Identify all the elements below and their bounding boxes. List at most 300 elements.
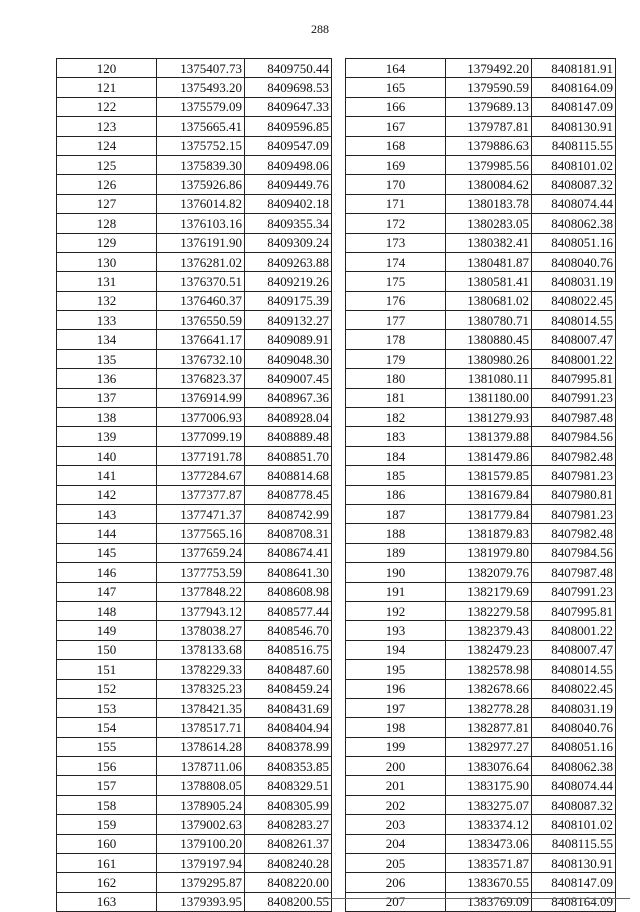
table-row bbox=[346, 679, 616, 698]
table-row bbox=[346, 97, 616, 116]
y-coordinate: 8409750.44 bbox=[245, 59, 332, 78]
y-coordinate: 8408283.27 bbox=[245, 815, 332, 834]
y-coordinate: 8408031.19 bbox=[532, 698, 616, 717]
table-row bbox=[57, 660, 332, 679]
table-row bbox=[346, 466, 616, 485]
table-row bbox=[346, 78, 616, 97]
table-row bbox=[346, 59, 616, 78]
x-coordinate: 1378229.33 bbox=[157, 660, 245, 679]
table-row bbox=[346, 873, 616, 892]
y-coordinate: 8408051.16 bbox=[532, 737, 616, 756]
point-number: 146 bbox=[57, 563, 157, 582]
table-row bbox=[57, 698, 332, 717]
table-row bbox=[346, 485, 616, 504]
table-row bbox=[346, 718, 616, 737]
table-row bbox=[57, 349, 332, 368]
y-coordinate: 8408040.76 bbox=[532, 252, 616, 271]
table-row bbox=[346, 291, 616, 310]
table-row bbox=[57, 892, 332, 911]
point-number: 190 bbox=[346, 563, 446, 582]
y-coordinate: 8409048.30 bbox=[245, 349, 332, 368]
x-coordinate: 1381080.11 bbox=[446, 369, 532, 388]
y-coordinate: 8407981.23 bbox=[532, 466, 616, 485]
y-coordinate: 8408147.09 bbox=[532, 97, 616, 116]
point-number: 153 bbox=[57, 698, 157, 717]
point-number: 172 bbox=[346, 214, 446, 233]
y-coordinate: 8408001.22 bbox=[532, 349, 616, 368]
y-coordinate: 8409402.18 bbox=[245, 194, 332, 213]
x-coordinate: 1383374.12 bbox=[446, 815, 532, 834]
point-number: 203 bbox=[346, 815, 446, 834]
y-coordinate: 8409547.09 bbox=[245, 136, 332, 155]
point-number: 202 bbox=[346, 795, 446, 814]
x-coordinate: 1379886.63 bbox=[446, 136, 532, 155]
y-coordinate: 8408022.45 bbox=[532, 679, 616, 698]
point-number: 177 bbox=[346, 311, 446, 330]
y-coordinate: 8408062.38 bbox=[532, 757, 616, 776]
x-coordinate: 1376823.37 bbox=[157, 369, 245, 388]
x-coordinate: 1381879.83 bbox=[446, 524, 532, 543]
table-row bbox=[346, 834, 616, 853]
point-number: 126 bbox=[57, 175, 157, 194]
x-coordinate: 1379492.20 bbox=[446, 59, 532, 78]
table-row bbox=[346, 194, 616, 213]
y-coordinate: 8408577.44 bbox=[245, 601, 332, 620]
table-row bbox=[346, 757, 616, 776]
x-coordinate: 1375407.73 bbox=[157, 59, 245, 78]
table-row bbox=[346, 504, 616, 523]
table-row bbox=[57, 446, 332, 465]
table-row bbox=[57, 737, 332, 756]
y-coordinate: 8408261.37 bbox=[245, 834, 332, 853]
table-row bbox=[346, 698, 616, 717]
x-coordinate: 1375665.41 bbox=[157, 117, 245, 136]
point-number: 183 bbox=[346, 427, 446, 446]
table-row bbox=[346, 349, 616, 368]
table-row bbox=[57, 873, 332, 892]
x-coordinate: 1375926.86 bbox=[157, 175, 245, 194]
x-coordinate: 1377943.12 bbox=[157, 601, 245, 620]
x-coordinate: 1382279.58 bbox=[446, 601, 532, 620]
table-row bbox=[57, 155, 332, 174]
y-coordinate: 8408087.32 bbox=[532, 175, 616, 194]
y-coordinate: 8408200.55 bbox=[245, 892, 332, 911]
table-row bbox=[346, 543, 616, 562]
y-coordinate: 8407984.56 bbox=[532, 543, 616, 562]
table-row bbox=[346, 233, 616, 252]
y-coordinate: 8408130.91 bbox=[532, 854, 616, 873]
table-row bbox=[346, 640, 616, 659]
point-number: 162 bbox=[57, 873, 157, 892]
y-coordinate: 8407991.23 bbox=[532, 388, 616, 407]
x-coordinate: 1381679.84 bbox=[446, 485, 532, 504]
table-row bbox=[57, 504, 332, 523]
x-coordinate: 1377191.78 bbox=[157, 446, 245, 465]
x-coordinate: 1381180.00 bbox=[446, 388, 532, 407]
table-row bbox=[57, 59, 332, 78]
y-coordinate: 8408329.51 bbox=[245, 776, 332, 795]
point-number: 141 bbox=[57, 466, 157, 485]
y-coordinate: 8409175.39 bbox=[245, 291, 332, 310]
point-number: 181 bbox=[346, 388, 446, 407]
y-coordinate: 8408001.22 bbox=[532, 621, 616, 640]
point-number: 139 bbox=[57, 427, 157, 446]
y-coordinate: 8409596.85 bbox=[245, 117, 332, 136]
x-coordinate: 1375752.15 bbox=[157, 136, 245, 155]
table-row bbox=[57, 834, 332, 853]
point-number: 170 bbox=[346, 175, 446, 194]
table-row bbox=[57, 194, 332, 213]
table-row bbox=[57, 718, 332, 737]
point-number: 157 bbox=[57, 776, 157, 795]
x-coordinate: 1378133.68 bbox=[157, 640, 245, 659]
point-number: 150 bbox=[57, 640, 157, 659]
point-number: 122 bbox=[57, 97, 157, 116]
y-coordinate: 8408641.30 bbox=[245, 563, 332, 582]
table-row bbox=[346, 795, 616, 814]
point-number: 168 bbox=[346, 136, 446, 155]
x-coordinate: 1381579.85 bbox=[446, 466, 532, 485]
x-coordinate: 1378614.28 bbox=[157, 737, 245, 756]
x-coordinate: 1382479.23 bbox=[446, 640, 532, 659]
point-number: 163 bbox=[57, 892, 157, 911]
x-coordinate: 1376550.59 bbox=[157, 311, 245, 330]
point-number: 127 bbox=[57, 194, 157, 213]
y-coordinate: 8409132.27 bbox=[245, 311, 332, 330]
table-row bbox=[346, 563, 616, 582]
table-row bbox=[346, 815, 616, 834]
point-number: 187 bbox=[346, 504, 446, 523]
y-coordinate: 8408007.47 bbox=[532, 330, 616, 349]
x-coordinate: 1383670.55 bbox=[446, 873, 532, 892]
y-coordinate: 8409647.33 bbox=[245, 97, 332, 116]
y-coordinate: 8409089.91 bbox=[245, 330, 332, 349]
point-number: 159 bbox=[57, 815, 157, 834]
x-coordinate: 1375493.20 bbox=[157, 78, 245, 97]
y-coordinate: 8409219.26 bbox=[245, 272, 332, 291]
x-coordinate: 1381479.86 bbox=[446, 446, 532, 465]
table-row bbox=[346, 175, 616, 194]
point-number: 194 bbox=[346, 640, 446, 659]
table-row bbox=[57, 408, 332, 427]
point-number: 195 bbox=[346, 660, 446, 679]
point-number: 134 bbox=[57, 330, 157, 349]
y-coordinate: 8409263.88 bbox=[245, 252, 332, 271]
x-coordinate: 1377753.59 bbox=[157, 563, 245, 582]
table-row bbox=[57, 854, 332, 873]
x-coordinate: 1380980.26 bbox=[446, 349, 532, 368]
y-coordinate: 8408404.94 bbox=[245, 718, 332, 737]
x-coordinate: 1379100.20 bbox=[157, 834, 245, 853]
table-row bbox=[57, 291, 332, 310]
table-row bbox=[57, 621, 332, 640]
point-number: 192 bbox=[346, 601, 446, 620]
table-row bbox=[346, 524, 616, 543]
point-number: 137 bbox=[57, 388, 157, 407]
x-coordinate: 1382079.76 bbox=[446, 563, 532, 582]
table-row bbox=[57, 78, 332, 97]
point-number: 201 bbox=[346, 776, 446, 795]
y-coordinate: 8408814.68 bbox=[245, 466, 332, 485]
point-number: 155 bbox=[57, 737, 157, 756]
point-number: 164 bbox=[346, 59, 446, 78]
x-coordinate: 1379295.87 bbox=[157, 873, 245, 892]
point-number: 204 bbox=[346, 834, 446, 853]
y-coordinate: 8408967.36 bbox=[245, 388, 332, 407]
point-number: 179 bbox=[346, 349, 446, 368]
point-number: 147 bbox=[57, 582, 157, 601]
point-number: 185 bbox=[346, 466, 446, 485]
point-number: 132 bbox=[57, 291, 157, 310]
x-coordinate: 1377377.87 bbox=[157, 485, 245, 504]
y-coordinate: 8409007.45 bbox=[245, 369, 332, 388]
y-coordinate: 8408220.00 bbox=[245, 873, 332, 892]
point-number: 133 bbox=[57, 311, 157, 330]
table-row bbox=[57, 485, 332, 504]
y-coordinate: 8408851.70 bbox=[245, 446, 332, 465]
x-coordinate: 1382678.66 bbox=[446, 679, 532, 698]
y-coordinate: 8408305.99 bbox=[245, 795, 332, 814]
table-row bbox=[57, 252, 332, 271]
y-coordinate: 8407991.23 bbox=[532, 582, 616, 601]
table-row bbox=[57, 136, 332, 155]
y-coordinate: 8409355.34 bbox=[245, 214, 332, 233]
x-coordinate: 1381979.80 bbox=[446, 543, 532, 562]
point-number: 135 bbox=[57, 349, 157, 368]
x-coordinate: 1383175.90 bbox=[446, 776, 532, 795]
point-number: 174 bbox=[346, 252, 446, 271]
table-row bbox=[346, 408, 616, 427]
table-row bbox=[346, 117, 616, 136]
y-coordinate: 8408074.44 bbox=[532, 776, 616, 795]
table-row bbox=[57, 388, 332, 407]
y-coordinate: 8409449.76 bbox=[245, 175, 332, 194]
table-row bbox=[57, 524, 332, 543]
point-number: 149 bbox=[57, 621, 157, 640]
y-coordinate: 8408378.99 bbox=[245, 737, 332, 756]
point-number: 206 bbox=[346, 873, 446, 892]
table-row bbox=[346, 660, 616, 679]
y-coordinate: 8407982.48 bbox=[532, 524, 616, 543]
point-number: 154 bbox=[57, 718, 157, 737]
x-coordinate: 1380084.62 bbox=[446, 175, 532, 194]
y-coordinate: 8408087.32 bbox=[532, 795, 616, 814]
x-coordinate: 1376281.02 bbox=[157, 252, 245, 271]
point-number: 182 bbox=[346, 408, 446, 427]
y-coordinate: 8408778.45 bbox=[245, 485, 332, 504]
y-coordinate: 8408051.16 bbox=[532, 233, 616, 252]
x-coordinate: 1379002.63 bbox=[157, 815, 245, 834]
y-coordinate: 8407987.48 bbox=[532, 408, 616, 427]
y-coordinate: 8408181.91 bbox=[532, 59, 616, 78]
x-coordinate: 1382379.43 bbox=[446, 621, 532, 640]
y-coordinate: 8408546.70 bbox=[245, 621, 332, 640]
point-number: 129 bbox=[57, 233, 157, 252]
point-number: 188 bbox=[346, 524, 446, 543]
x-coordinate: 1378038.27 bbox=[157, 621, 245, 640]
point-number: 142 bbox=[57, 485, 157, 504]
point-number: 173 bbox=[346, 233, 446, 252]
table-row bbox=[346, 854, 616, 873]
table-row bbox=[57, 640, 332, 659]
x-coordinate: 1379393.95 bbox=[157, 892, 245, 911]
x-coordinate: 1381379.88 bbox=[446, 427, 532, 446]
x-coordinate: 1378905.24 bbox=[157, 795, 245, 814]
x-coordinate: 1377284.67 bbox=[157, 466, 245, 485]
point-number: 130 bbox=[57, 252, 157, 271]
x-coordinate: 1376641.17 bbox=[157, 330, 245, 349]
x-coordinate: 1377565.16 bbox=[157, 524, 245, 543]
point-number: 196 bbox=[346, 679, 446, 698]
point-number: 193 bbox=[346, 621, 446, 640]
table-row bbox=[346, 369, 616, 388]
point-number: 180 bbox=[346, 369, 446, 388]
x-coordinate: 1377848.22 bbox=[157, 582, 245, 601]
y-coordinate: 8408040.76 bbox=[532, 718, 616, 737]
point-number: 140 bbox=[57, 446, 157, 465]
x-coordinate: 1383769.09 bbox=[446, 892, 532, 911]
point-number: 169 bbox=[346, 155, 446, 174]
table-row bbox=[57, 563, 332, 582]
table-row bbox=[57, 369, 332, 388]
x-coordinate: 1383076.64 bbox=[446, 757, 532, 776]
y-coordinate: 8408115.55 bbox=[532, 834, 616, 853]
y-coordinate: 8408164.09 bbox=[532, 892, 616, 911]
point-number: 186 bbox=[346, 485, 446, 504]
x-coordinate: 1379787.81 bbox=[446, 117, 532, 136]
y-coordinate: 8408164.09 bbox=[532, 78, 616, 97]
table-row bbox=[57, 795, 332, 814]
x-coordinate: 1377099.19 bbox=[157, 427, 245, 446]
x-coordinate: 1383571.87 bbox=[446, 854, 532, 873]
y-coordinate: 8408074.44 bbox=[532, 194, 616, 213]
x-coordinate: 1379590.59 bbox=[446, 78, 532, 97]
y-coordinate: 8409698.53 bbox=[245, 78, 332, 97]
point-number: 205 bbox=[346, 854, 446, 873]
table-row bbox=[346, 621, 616, 640]
x-coordinate: 1379197.94 bbox=[157, 854, 245, 873]
x-coordinate: 1382179.69 bbox=[446, 582, 532, 601]
x-coordinate: 1378421.35 bbox=[157, 698, 245, 717]
y-coordinate: 8407982.48 bbox=[532, 446, 616, 465]
table-row bbox=[57, 214, 332, 233]
y-coordinate: 8408101.02 bbox=[532, 155, 616, 174]
point-number: 123 bbox=[57, 117, 157, 136]
x-coordinate: 1378517.71 bbox=[157, 718, 245, 737]
x-coordinate: 1379689.13 bbox=[446, 97, 532, 116]
x-coordinate: 1378808.05 bbox=[157, 776, 245, 795]
x-coordinate: 1376103.16 bbox=[157, 214, 245, 233]
x-coordinate: 1380880.45 bbox=[446, 330, 532, 349]
point-number: 175 bbox=[346, 272, 446, 291]
table-row bbox=[346, 601, 616, 620]
x-coordinate: 1376014.82 bbox=[157, 194, 245, 213]
table-row bbox=[346, 272, 616, 291]
point-number: 124 bbox=[57, 136, 157, 155]
table-row bbox=[346, 892, 616, 911]
table-row bbox=[57, 117, 332, 136]
point-number: 144 bbox=[57, 524, 157, 543]
x-coordinate: 1375579.09 bbox=[157, 97, 245, 116]
table-row bbox=[57, 311, 332, 330]
point-number: 167 bbox=[346, 117, 446, 136]
y-coordinate: 8407980.81 bbox=[532, 485, 616, 504]
x-coordinate: 1382578.98 bbox=[446, 660, 532, 679]
x-coordinate: 1377006.93 bbox=[157, 408, 245, 427]
table-row bbox=[346, 311, 616, 330]
y-coordinate: 8408708.31 bbox=[245, 524, 332, 543]
y-coordinate: 8408240.28 bbox=[245, 854, 332, 873]
x-coordinate: 1376191.90 bbox=[157, 233, 245, 252]
point-number: 156 bbox=[57, 757, 157, 776]
table-row bbox=[57, 582, 332, 601]
point-number: 152 bbox=[57, 679, 157, 698]
x-coordinate: 1380382.41 bbox=[446, 233, 532, 252]
y-coordinate: 8408101.02 bbox=[532, 815, 616, 834]
point-number: 128 bbox=[57, 214, 157, 233]
x-coordinate: 1381279.93 bbox=[446, 408, 532, 427]
point-number: 165 bbox=[346, 78, 446, 97]
y-coordinate: 8408459.24 bbox=[245, 679, 332, 698]
table-row bbox=[57, 330, 332, 349]
point-number: 148 bbox=[57, 601, 157, 620]
point-number: 166 bbox=[346, 97, 446, 116]
x-coordinate: 1380581.41 bbox=[446, 272, 532, 291]
table-row bbox=[57, 466, 332, 485]
y-coordinate: 8407995.81 bbox=[532, 601, 616, 620]
table-row bbox=[346, 446, 616, 465]
table-row bbox=[57, 815, 332, 834]
point-number: 197 bbox=[346, 698, 446, 717]
table-row bbox=[346, 252, 616, 271]
point-number: 160 bbox=[57, 834, 157, 853]
point-number: 143 bbox=[57, 504, 157, 523]
table-row bbox=[346, 737, 616, 756]
point-number: 176 bbox=[346, 291, 446, 310]
y-coordinate: 8408353.85 bbox=[245, 757, 332, 776]
table-row bbox=[57, 757, 332, 776]
y-coordinate: 8407984.56 bbox=[532, 427, 616, 446]
x-coordinate: 1380183.78 bbox=[446, 194, 532, 213]
table-row bbox=[346, 388, 616, 407]
x-coordinate: 1382977.27 bbox=[446, 737, 532, 756]
table-row bbox=[57, 601, 332, 620]
y-coordinate: 8408115.55 bbox=[532, 136, 616, 155]
y-coordinate: 8408007.47 bbox=[532, 640, 616, 659]
table-row bbox=[346, 136, 616, 155]
point-number: 171 bbox=[346, 194, 446, 213]
x-coordinate: 1378325.23 bbox=[157, 679, 245, 698]
y-coordinate: 8408014.55 bbox=[532, 660, 616, 679]
y-coordinate: 8407981.23 bbox=[532, 504, 616, 523]
x-coordinate: 1382877.81 bbox=[446, 718, 532, 737]
table-row bbox=[57, 97, 332, 116]
point-number: 200 bbox=[346, 757, 446, 776]
x-coordinate: 1378711.06 bbox=[157, 757, 245, 776]
y-coordinate: 8408147.09 bbox=[532, 873, 616, 892]
point-number: 120 bbox=[57, 59, 157, 78]
y-coordinate: 8408014.55 bbox=[532, 311, 616, 330]
point-number: 161 bbox=[57, 854, 157, 873]
y-coordinate: 8407995.81 bbox=[532, 369, 616, 388]
point-number: 178 bbox=[346, 330, 446, 349]
x-coordinate: 1381779.84 bbox=[446, 504, 532, 523]
y-coordinate: 8408889.48 bbox=[245, 427, 332, 446]
point-number: 184 bbox=[346, 446, 446, 465]
x-coordinate: 1376370.51 bbox=[157, 272, 245, 291]
table-row bbox=[346, 582, 616, 601]
table-row bbox=[57, 175, 332, 194]
